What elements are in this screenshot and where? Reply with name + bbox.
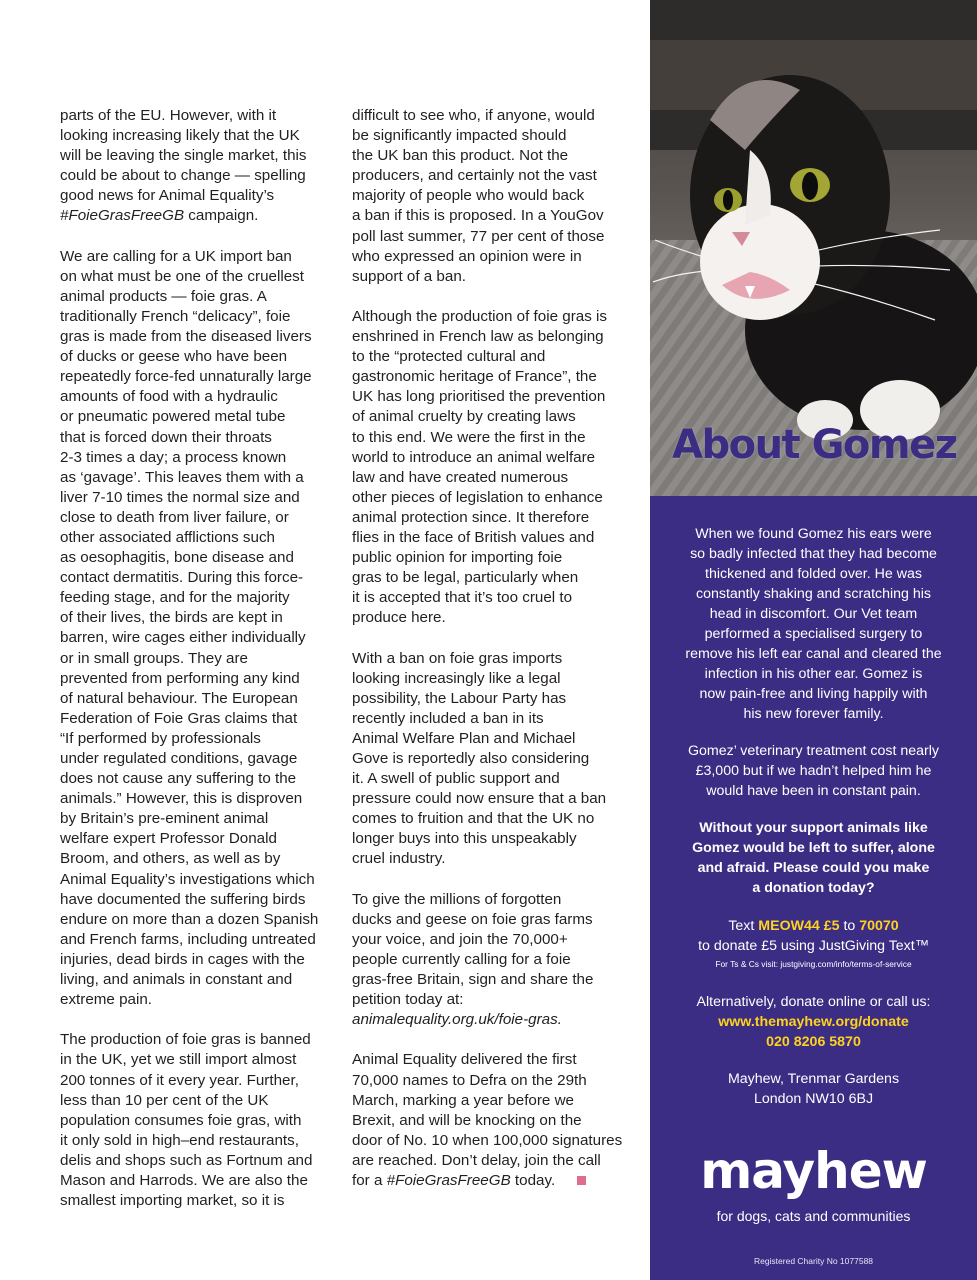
article-line: comes to fruition and that the UK no (352, 810, 595, 828)
sidebar-line: his new forever family. (743, 706, 884, 722)
article-line: a ban if this is proposed. In a YouGov (352, 207, 604, 225)
article-line: longer buys into this unspeakably (352, 830, 577, 848)
article-line: people currently calling for a foie (352, 950, 571, 968)
article-line: gras is made from the diseased livers (60, 328, 312, 346)
article-line: With a ban on foie gras imports (352, 649, 563, 667)
sms-code: MEOW44 £5 (758, 918, 840, 934)
article-paragraph (352, 649, 634, 870)
article-paragraph (352, 307, 634, 629)
article-line: gastronomic heritage of France”, the (352, 368, 597, 386)
article-line: Broom, and others, as well as by (60, 850, 281, 868)
mayhew-logo: mayhew (700, 1142, 927, 1200)
article-line: as oesophagitis, bone disease and (60, 549, 294, 567)
sidebar-line: Gomez would be left to suffer, alone (692, 840, 935, 856)
article-line: flies in the face of British values and (352, 528, 595, 546)
article-line: are reached. Don’t delay, join the call (352, 1151, 601, 1169)
article-line: #FoieGrasFreeGB campaign. (60, 207, 259, 225)
article-line: welfare expert Professor Donald (60, 830, 277, 848)
justgiving-line: to donate £5 using JustGiving Text™ (698, 938, 929, 954)
article-line: of ducks or geese who have been (60, 348, 288, 366)
article-line: producers, and certainly not the vast (352, 167, 597, 185)
charity-number: Registered Charity No 1077588 (753, 1256, 874, 1266)
article-line: other pieces of legislation to enhance (352, 488, 603, 506)
article-paragraph (60, 106, 340, 227)
article-paragraph (352, 890, 634, 1031)
appeal-paragraph (658, 818, 969, 898)
article-line: it. A swell of public support and (352, 770, 560, 788)
article-line: animal protection since. It therefore (352, 508, 590, 526)
article-line: UK has long prioritised the prevention (352, 388, 606, 406)
article-line: that is forced down their throats (60, 428, 272, 446)
article-line: Mason and Harrods. We are also the (60, 1171, 308, 1189)
treatment-cost-paragraph (658, 741, 969, 801)
article-paragraph (352, 1050, 634, 1191)
article-line: Federation of Foie Gras claims that (60, 709, 298, 727)
article-line: less than 10 per cent of the UK (60, 1091, 269, 1109)
sidebar-line: £3,000 but if we hadn’t helped him he (695, 763, 932, 779)
article-line: amounts of food with a hydraulic (60, 388, 278, 406)
sidebar-line: performed a specialised surgery to (704, 626, 923, 642)
article-line: Brexit, and will be knocking on the (352, 1111, 582, 1129)
mayhew-tagline: for dogs, cats and communities (716, 1208, 911, 1224)
article-line: or in small groups. They are (60, 649, 248, 667)
sidebar-line: and afraid. Please could you make (697, 860, 930, 876)
sidebar-line: Without your support animals like (699, 820, 928, 836)
postal-address (658, 1069, 969, 1109)
article-line: in the UK, yet we still import almost (60, 1051, 297, 1069)
about-gomez-title: About Gomez (672, 422, 957, 468)
article-line: liver 7-10 times the normal size and (60, 488, 300, 506)
article-paragraph (352, 106, 634, 287)
article-line: as ‘gavage’. This leaves them with a (60, 468, 304, 486)
article-line: “If performed by professionals (60, 729, 261, 747)
hashtag: #FoieGrasFreeGB (60, 207, 185, 225)
article-column-1 (60, 106, 340, 1231)
text-mid: to (839, 918, 860, 934)
article-line: produce here. (352, 609, 446, 627)
article-line: law and have created numerous (352, 468, 569, 486)
hashtag: #FoieGrasFreeGB (386, 1171, 511, 1189)
sidebar-line: When we found Gomez his ears were (695, 526, 932, 542)
sidebar-line: Mayhew, Trenmar Gardens (727, 1071, 900, 1087)
article-line: of natural behaviour. The European (60, 689, 298, 707)
article-line: Animal Equality delivered the first (352, 1051, 577, 1069)
article-line: repeatedly force-fed unnaturally large (60, 368, 312, 386)
article-line: have documented the suffering birds (60, 890, 306, 908)
online-donation-block (658, 992, 969, 1052)
article-line: 2-3 times a day; a process known (60, 448, 287, 466)
article-line: or pneumatic powered metal tube (60, 408, 286, 426)
article-line: Gove is reportedly also considering (352, 750, 590, 767)
article-line: March, marking a year before we (352, 1091, 574, 1109)
article-line: public opinion for importing foie (352, 549, 563, 567)
article-line: animal products — foie gras. A (60, 287, 267, 305)
article-line: will be leaving the single market, this (60, 147, 307, 165)
article-line: To give the millions of forgotten (352, 890, 562, 908)
phone-number[interactable]: 020 8206 5870 (766, 1034, 861, 1050)
article-line: it only sold in high–end restaurants, (60, 1131, 299, 1149)
article-line: 200 tonnes of it every year. Further, (60, 1071, 299, 1089)
donate-url-link[interactable]: www.themayhew.org/donate (718, 1014, 909, 1030)
sidebar-line: remove his left ear canal and cleared the (685, 646, 942, 662)
article-line: could be about to change — spelling (60, 167, 306, 185)
article-line: to the “protected cultural and (352, 348, 546, 366)
article-line: The production of foie gras is banned (60, 1031, 311, 1049)
article-line: under regulated conditions, gavage (60, 750, 298, 767)
article-line: smallest importing market, so it is (60, 1192, 285, 1210)
sidebar-line: Gomez’ veterinary treatment cost nearly (687, 743, 939, 759)
article-line: by Britain’s pre-eminent animal (60, 810, 269, 828)
article-line: world to introduce an animal welfare (352, 448, 596, 466)
petition-url[interactable]: animalequality.org.uk/foie-gras. (352, 1011, 562, 1029)
article-line: We are calling for a UK import ban (60, 247, 292, 265)
article-line: gras-free Britain, sign and share the (352, 971, 594, 989)
sidebar-line: would have been in constant pain. (706, 783, 921, 799)
article-line: prevented from performing any kind (60, 669, 300, 687)
article-line: does not cause any suffering to the (60, 770, 297, 788)
article-line: looking increasing likely that the UK (60, 127, 300, 145)
article-column-2 (352, 106, 634, 1211)
article-line: recently included a ban in its (352, 709, 544, 727)
article-line: to this end. We were the first in the (352, 428, 586, 446)
article-line: majority of people who would back (352, 187, 585, 205)
article-line (352, 1010, 634, 1030)
article-line: Animal Welfare Plan and Michael (352, 729, 576, 747)
article-line: other associated afflictions such (60, 528, 275, 546)
article-line: injuries, dead birds in cages with the (60, 950, 305, 968)
sidebar-line: so badly infected that they had become (690, 546, 937, 562)
article-line: animals.” However, this is disproven (60, 790, 303, 808)
article-line: Animal Equality’s investigations which (60, 870, 315, 888)
end-mark-icon (577, 1176, 586, 1185)
text-donation-instructions (658, 916, 969, 956)
sidebar-line: London NW10 6BJ (753, 1091, 874, 1107)
article-line: extreme pain. (60, 991, 153, 1009)
article-line: support of a ban. (352, 267, 466, 285)
article-line: enshrined in French law as belonging (352, 328, 604, 346)
article-line: door of No. 10 when 100,000 signatures (352, 1131, 623, 1149)
article-line: and French farms, including untreated (60, 930, 316, 948)
article-line: be significantly impacted should (352, 127, 567, 145)
article-line: traditionally French “delicacy”, foie (60, 307, 291, 325)
text-prefix: Text (728, 918, 759, 934)
article-line: gras to be legal, particularly when (352, 569, 579, 587)
terms-link[interactable]: For Ts & Cs visit: justgiving.com/info/terms-of-service (715, 959, 912, 969)
article-line: delis and shops such as Fortnum and (60, 1151, 313, 1169)
article-line: looking increasingly like a legal (352, 669, 561, 687)
article-line: barren, wire cages either individually (60, 629, 306, 647)
alternative-text: Alternatively, donate online or call us: (696, 994, 931, 1010)
gomez-story-paragraph (658, 524, 969, 724)
article-line: of their lives, the birds are kept in (60, 609, 283, 627)
article-line: parts of the EU. However, with it (60, 107, 277, 124)
article-line: the UK ban this product. Not the (352, 147, 569, 165)
about-gomez-sidebar (650, 0, 977, 1280)
article-line: ducks and geese on foie gras farms (352, 910, 593, 928)
article-paragraph (60, 247, 340, 1011)
article-line: endure on more than a dozen Spanish (60, 910, 319, 928)
article-paragraph (60, 1030, 340, 1211)
gomez-cat-photo (650, 0, 977, 496)
sidebar-line: head in discomfort. Our Vet team (709, 606, 918, 622)
article-line: it is accepted that it’s too cruel to (352, 589, 573, 607)
article-line: contact dermatitis. During this force- (60, 569, 304, 587)
sidebar-line: constantly shaking and scratching his (695, 586, 931, 602)
sidebar-line: now pain-free and living happily with (699, 686, 928, 702)
article-line: population consumes foie gras, with (60, 1111, 302, 1129)
sidebar-line: infection in his other ear. Gomez is (704, 666, 923, 682)
article-line: feeding stage, and for the majority (60, 589, 290, 607)
article-line: living, and animals in constant and (60, 971, 293, 989)
article-line: who expressed an opinion were in (352, 247, 582, 265)
article-line: petition today at: (352, 991, 464, 1009)
article-line: difficult to see who, if anyone, would (352, 107, 595, 124)
article-line: 70,000 names to Defra on the 29th (352, 1071, 587, 1089)
article-line: pressure could now ensure that a ban (352, 790, 607, 808)
article-line: cruel industry. (352, 850, 446, 868)
article-line: for a #FoieGrasFreeGB today. (352, 1171, 634, 1191)
article-line: of animal cruelty by creating laws (352, 408, 576, 426)
article-line: on what must be one of the cruellest (60, 267, 304, 285)
article-line: close to death from liver failure, or (60, 508, 289, 526)
article-line: Although the production of foie gras is (352, 307, 607, 325)
sidebar-line: a donation today? (752, 880, 875, 896)
article-line: possibility, the Labour Party has (352, 689, 567, 707)
article-line: your voice, and join the 70,000+ (352, 930, 568, 948)
article-line: good news for Animal Equality’s (60, 187, 275, 205)
article-line: poll last summer, 77 per cent of those (352, 227, 605, 245)
sms-number: 70070 (859, 918, 899, 934)
sidebar-line: thickened and folded over. He was (705, 566, 922, 582)
